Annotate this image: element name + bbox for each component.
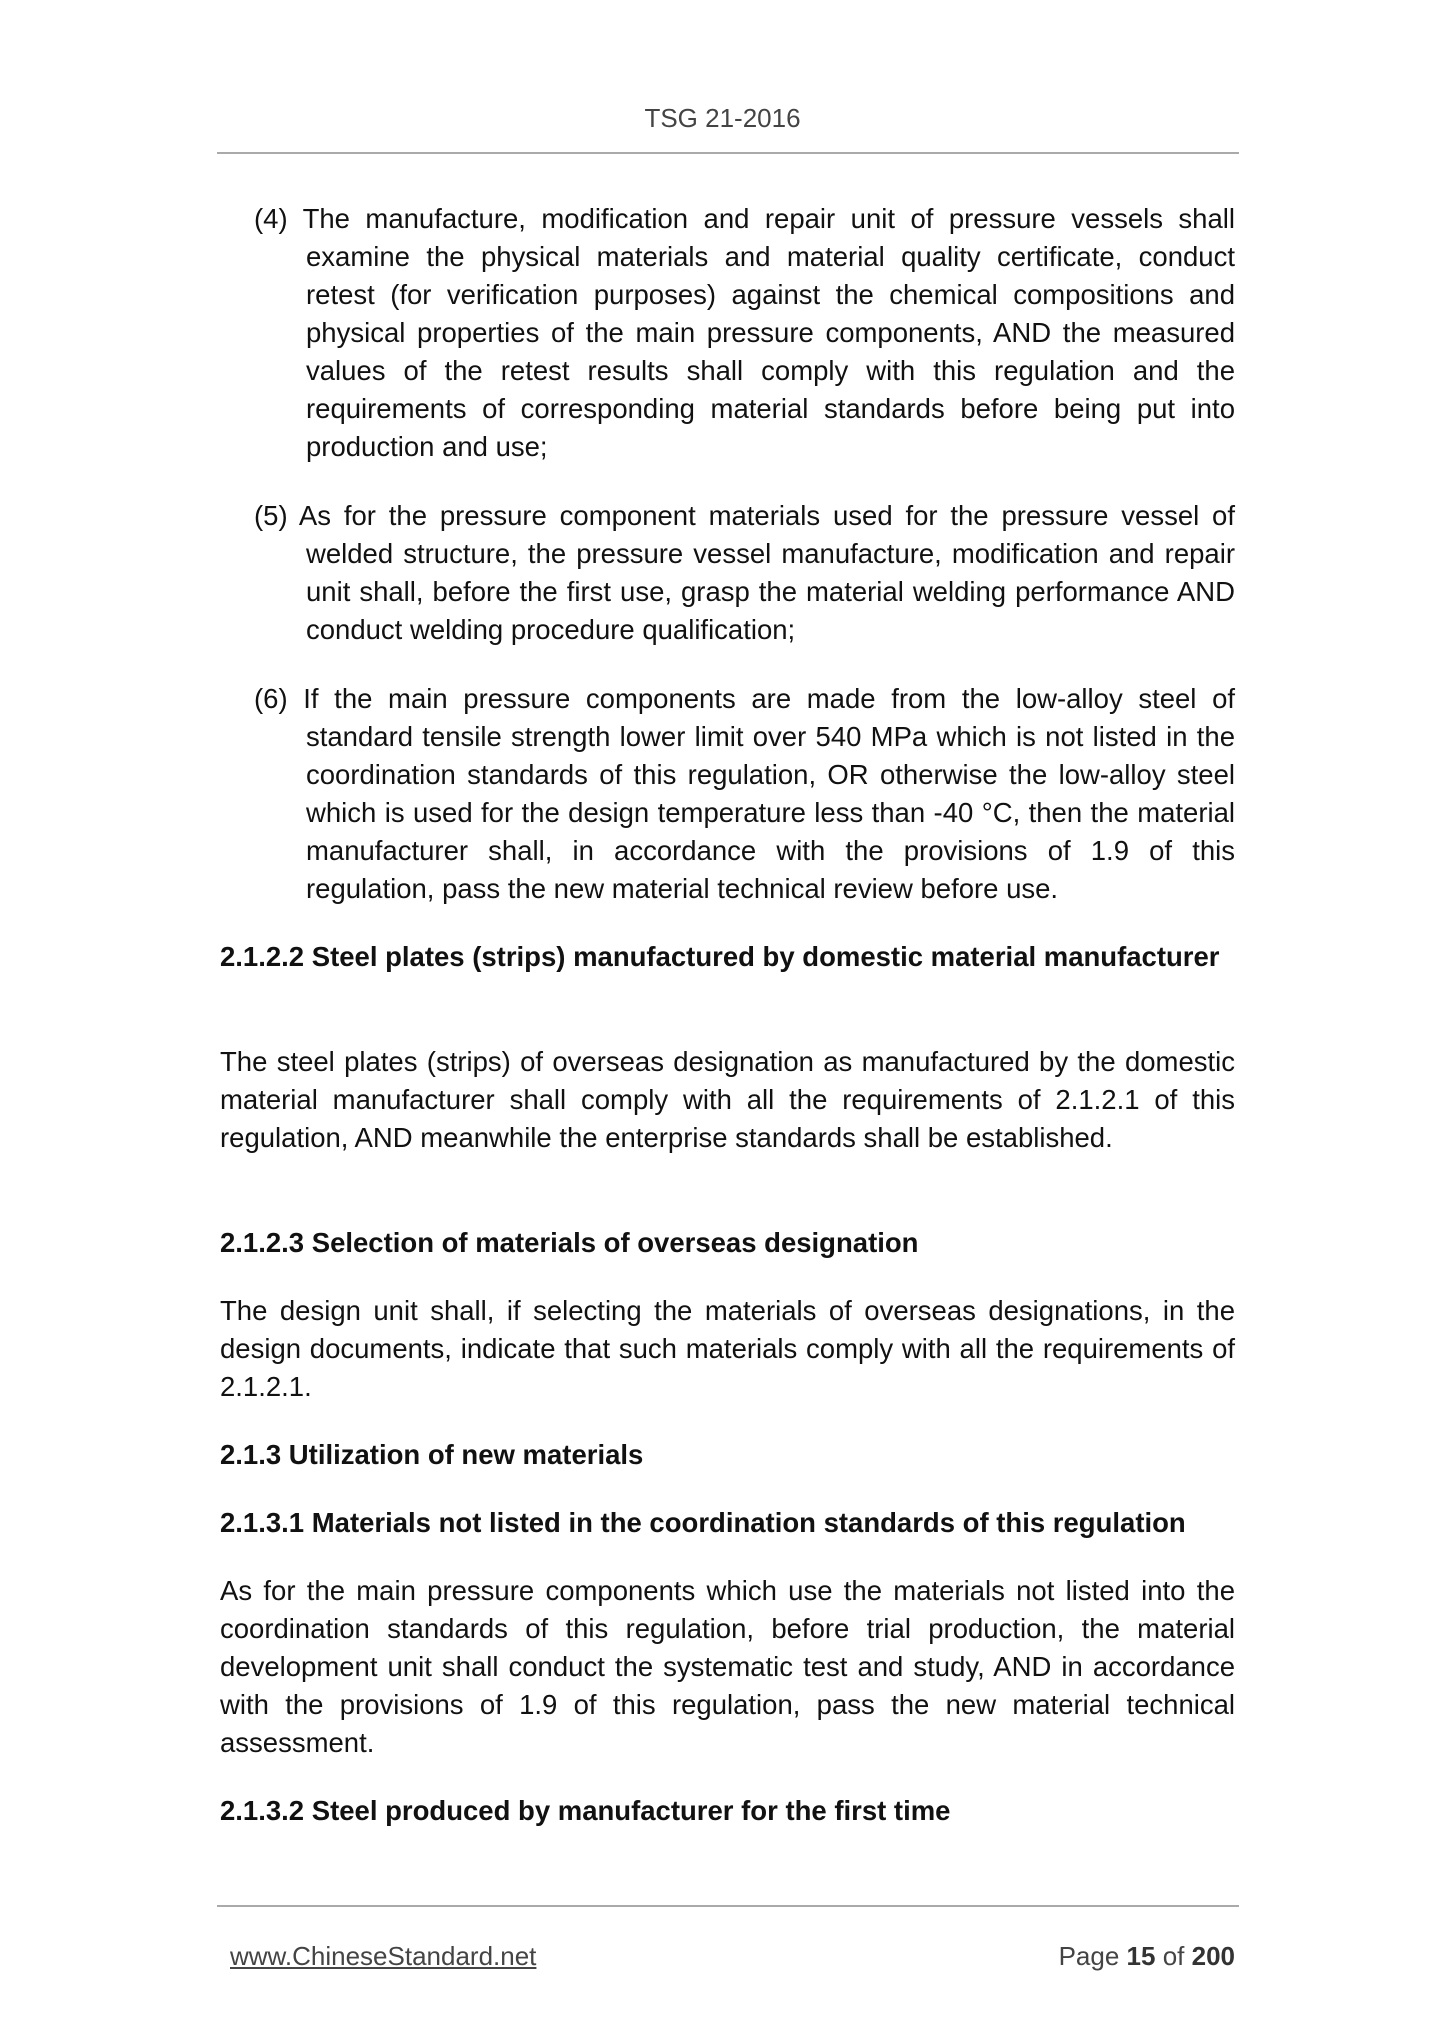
website-link[interactable]: www.ChineseStandard.net [230,1941,537,1971]
section-heading-2-1-3-2: 2.1.3.2 Steel produced by manufacturer for the first time [220,1795,951,1826]
paragraph-2-1-2-3: The design unit shall, if selecting the materials of overseas designations, in the design documents, indicate that such materials comply with all the requirements of 2.1.2.1. [220,1295,1235,1402]
section-heading-2-1-3-1: 2.1.3.1 Materials not listed in the coordination standards of this regulation [220,1507,1186,1538]
section-heading-2-1-2-2: 2.1.2.2 Steel plates (strips) manufactured by domestic material manufacturer [220,941,1220,972]
document-id-header: TSG 21-2016 [644,103,801,133]
list-item-6: (6) If the main pressure components are made from the low-alloy steel of standard tensile strength lower limit over 540 MPa which is not listed in the coordination standards of this regulation, OR otherwise the low-alloy steel which is used for the design temperature less than -40 °C, then the material manufacturer shall, in accordance with the provisions of 1.9 of this regulation, pass the new material technical review before use. [254,683,1235,904]
total-pages: 200 [1191,1941,1235,1971]
section-heading-2-1-3: 2.1.3 Utilization of new materials [220,1439,644,1470]
page-indicator [1059,1938,1235,1974]
list-item-5: (5) As for the pressure component materials used for the pressure vessel of welded structure, the pressure vessel manufacture, modification and repair unit shall, before the first use, grasp the material welding performance AND conduct welding procedure qualification; [254,500,1235,645]
header-divider [217,152,1239,154]
page-label: Page [1058,1941,1120,1971]
of-label: of [1162,1941,1185,1971]
list-item-4: (4) The manufacture, modification and repair unit of pressure vessels shall examine the physical materials and material quality certificate, conduct retest (for verification purposes) against the chemical compositions and physical properties of the main pressure components, AND the measured values of the retest results shall comply with this regulation and the requirements of corresponding material standards before being put into production and use; [254,203,1235,462]
paragraph-2-1-2-2: The steel plates (strips) of overseas designation as manufactured by the domestic material manufacturer shall comply with all the requirements of 2.1.2.1 of this regulation, AND meanwhile the enterprise standards shall be established. [220,1046,1235,1153]
page-number: 15 [1126,1941,1156,1971]
section-heading-2-1-2-3: 2.1.2.3 Selection of materials of overseas designation [220,1227,919,1258]
paragraph-2-1-3-1: As for the main pressure components which use the materials not listed into the coordination standards of this regulation, before trial production, the material development unit shall conduct the systematic test and study, AND in accordance with the provisions of 1.9 of this regulation, pass the new material technical assessment. [220,1575,1235,1758]
footer-divider [217,1905,1239,1907]
